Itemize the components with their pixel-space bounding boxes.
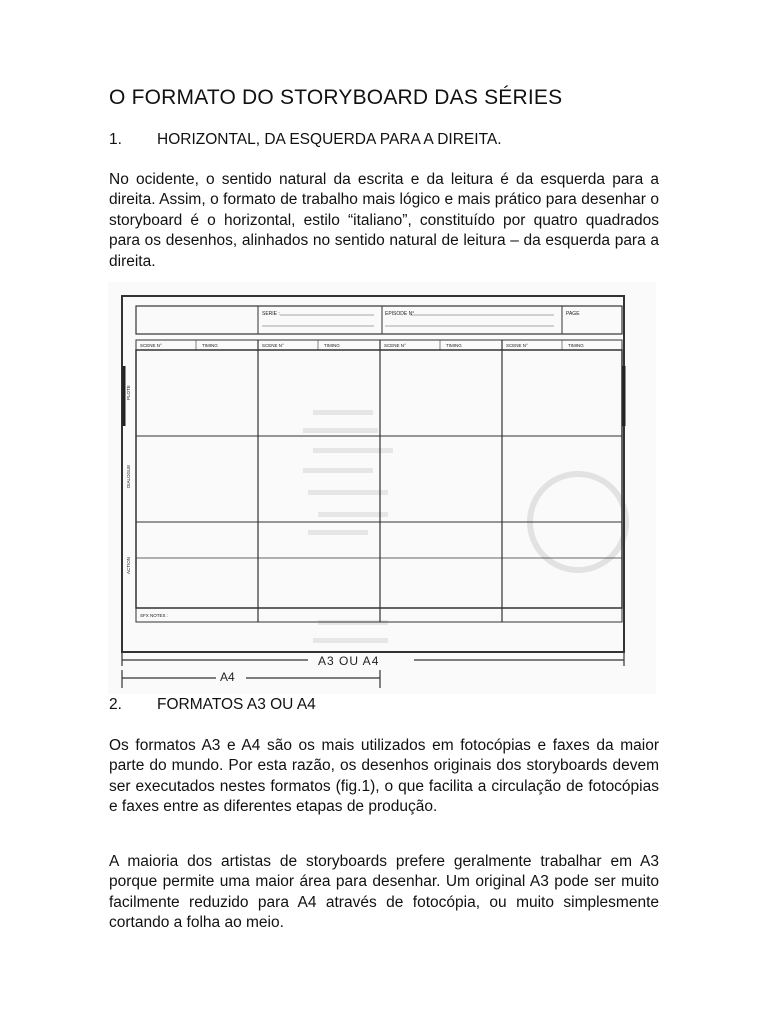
section-2-number: 2.: [109, 696, 122, 713]
storyboard-figure: [108, 282, 656, 694]
sfx-notes-label: SFX NOTES :: [140, 613, 169, 618]
panel-3-scene-label: SCENE N°: [384, 343, 406, 348]
paragraph-2: Os formatos A3 e A4 são os mais utilizados em fotocópias e faxes da maior parte do mundo. Por esta razão, os desenhos originais dos storyboards devem ser executados nestes formatos (fig.1), o que facilita a circulação de fotocópias e faxes entre as diferentes etapas de produção.: [109, 737, 659, 816]
page-label: PAGE: [566, 311, 580, 317]
panel-3-timing-label: TIMING: [446, 343, 462, 348]
page-title: O FORMATO DO STORYBOARD DAS SÉRIES: [109, 86, 563, 109]
episode-label: EPISODE N°: [385, 311, 415, 317]
panel-2-timing-label: TIMING: [324, 343, 340, 348]
side-label-plote: PLOTE: [126, 385, 131, 400]
storyboard-sheet-illustration: [108, 282, 656, 694]
serie-label: SERIE :: [262, 311, 280, 317]
dimension-a4-label: A4: [220, 670, 235, 684]
section-1-number: 1.: [109, 131, 122, 148]
panel-2-scene-label: SCENE N°: [262, 343, 284, 348]
panel-1-timing-label: TIMING: [202, 343, 218, 348]
side-label-action: ACTION: [126, 556, 131, 574]
panel-4-timing-label: TIMING: [568, 343, 584, 348]
panel-4-scene-label: SCENE N°: [506, 343, 528, 348]
paragraph-1: No ocidente, o sentido natural da escrita e da leitura é da esquerda para a direita. Assim, o formato de trabalho mais lógico e mais prático para desenhar o storyboard é o horizontal, estilo “italiano”, constituído por quatro quadrados para os desenhos, alinhados no sentido natural de leitura – da esquerda para a direita.: [109, 171, 659, 270]
section-1-title: HORIZONTAL, DA ESQUERDA PARA A DIREITA.: [157, 131, 502, 148]
panel-1-scene-label: SCENE N°: [140, 343, 162, 348]
section-1-heading: [109, 131, 502, 149]
side-label-dialogue: DIALOGUE: [126, 464, 131, 488]
paragraph-3: A maioria dos artistas de storyboards prefere geralmente trabalhar em A3 porque permite uma maior área para desenhar. Um original A3 pode ser muito facilmente reduzido para A4 através de fotocópia, ou muito simplesmente cortando a folha ao meio.: [109, 853, 659, 932]
section-2-heading: [109, 696, 316, 714]
section-2-title: FORMATOS A3 OU A4: [157, 696, 316, 713]
dimension-a3-a4-label: A3 OU A4: [318, 654, 380, 668]
